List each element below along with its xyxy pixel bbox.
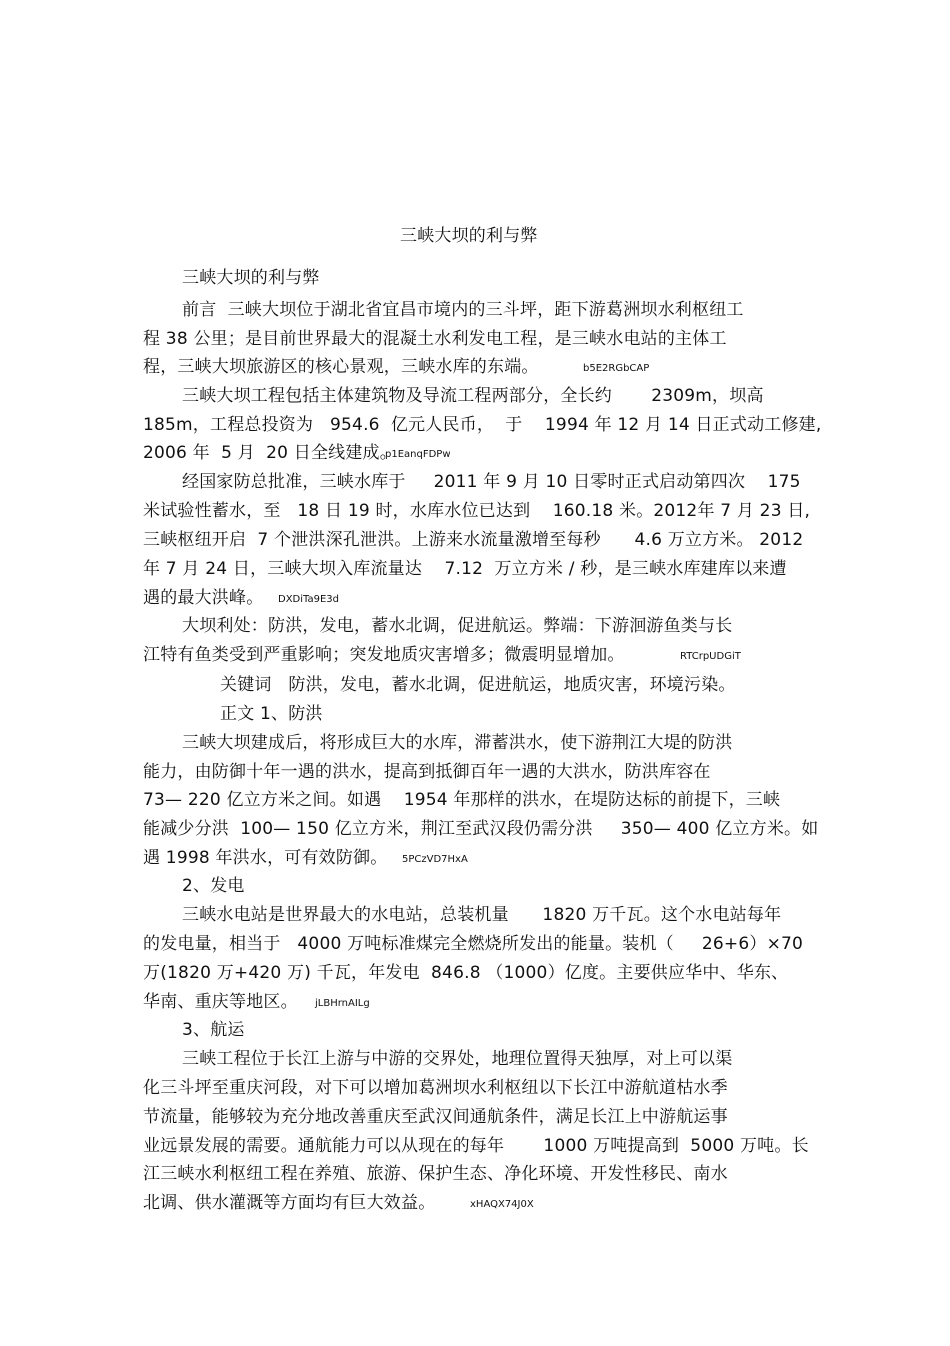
body-line-17: 能力，由防御十年一遇的洪水，提高到抵御百年一遇的大洪水，防洪库容在 [143,762,711,782]
body-line-25: 华南、重庆等地区。 [143,992,298,1012]
body-line-32: 北调、供水灌溉等方面均有巨大效益。 [143,1193,436,1213]
preface-line-2: 程 38 公里；是目前世界最大的混凝土水利发电工程，是三峡水电站的主体工 [143,329,727,349]
body-line-10: 年 7 月 24 日，三峡大坝入库流量达 7.12 万立方米 / 秒，是三峡水库建库以来遭 [143,559,787,579]
doc-code: jLBHrnAILg [315,998,370,1009]
section-heading-flood: 正文 1、防洪 [220,704,323,724]
body-line-31: 江三峡水利枢纽工程在养殖、旅游、保护生态、净化环境、开发性移民、南水 [143,1164,728,1184]
body-line-7: 经国家防总批准，三峡水库于 2011 年 9 月 10 日零时正式启动第四次 175 [182,472,801,492]
body-line-24: 万(1820 万+420 万) 千瓦，年发电 846.8 （1000）亿度。主要供应华中、华东、 [143,963,789,983]
doc-code: p1EanqFDPw [385,449,451,460]
body-line-19: 能减少分洪 100— 150 亿立方米，荆江至武汉段仍需分洪 350— 400 亿立方米。如 [143,819,819,839]
preface-line-3: 程，三峡大坝旅游区的核心景观，三峡水库的东端。 [143,357,539,377]
keywords-line: 关键词 防洪，发电，蓄水北调，促进航运，地质灾害，环境污染。 [220,675,736,695]
body-line-13: 江特有鱼类受到严重影响；突发地质灾害增多；微震明显增加。 [143,645,625,665]
body-line-22: 三峡水电站是世界最大的水电站，总装机量 1820 万千瓦。这个水电站每年 [182,905,782,925]
document-title: 三峡大坝的利与弊 [400,226,538,246]
body-line-27: 三峡工程位于长江上游与中游的交界处，地理位置得天独厚，对上可以渠 [182,1049,733,1069]
doc-code: 5PCzVD7HxA [402,854,468,865]
body-line-30: 业远景发展的需要。通航能力可以从现在的每年 1000 万吨提高到 5000 万吨。长 [143,1136,809,1156]
body-line-4: 三峡大坝工程包括主体建筑物及导流工程两部分，全长约 2309m，坝高 [182,386,764,406]
body-line-8: 米试验性蓄水，至 18 日 19 时，水库水位已达到 160.18 米。2012年 7 月 23 日, [143,501,811,521]
body-line-6: 2006 年 5 月 20 日全线建成。 [143,443,397,463]
body-line-18: 73— 220 亿立方米之间。如遇 1954 年那样的洪水，在堤防达标的前提下，三峡 [143,790,781,810]
body-line-5: 185m，工程总投资为 954.6 亿元人民币， 于 1994 年 12 月 14 日正式动工修建, [143,415,822,435]
body-line-23: 的发电量，相当于 4000 万吨标准煤完全燃烧所发出的能量。装机（ 26+6）×70 [143,934,804,954]
body-line-11: 遇的最大洪峰。 [143,588,264,608]
body-line-28: 化三斗坪至重庆河段，对下可以增加葛洲坝水利枢纽以下长江中游航道枯水季 [143,1078,728,1098]
body-line-16: 三峡大坝建成后，将形成巨大的水库，滞蓄洪水，使下游荆江大堤的防洪 [182,733,733,753]
document-subtitle: 三峡大坝的利与弊 [182,268,320,288]
body-line-9: 三峡枢纽开启 7 个泄洪深孔泄洪。上游来水流量激增至每秒 4.6 万立方米。 2012 [143,530,804,550]
section-heading-power: 2、发电 [182,876,245,896]
doc-code: RTCrpUDGiT [680,651,741,662]
body-line-12: 大坝利处：防洪，发电，蓄水北调，促进航运。弊端：下游洄游鱼类与长 [182,616,733,636]
doc-code: DXDiTa9E3d [278,594,340,605]
body-line-20: 遇 1998 年洪水，可有效防御。 [143,848,388,868]
doc-code: b5E2RGbCAP [583,363,650,374]
preface-line-1: 前言 三峡大坝位于湖北省宜昌市境内的三斗坪，距下游葛洲坝水利枢纽工 [182,300,744,320]
body-line-29: 节流量，能够较为充分地改善重庆至武汉间通航条件，满足长江上中游航运事 [143,1107,728,1127]
section-heading-shipping: 3、航运 [182,1020,245,1040]
doc-code: xHAQX74J0X [470,1199,534,1210]
